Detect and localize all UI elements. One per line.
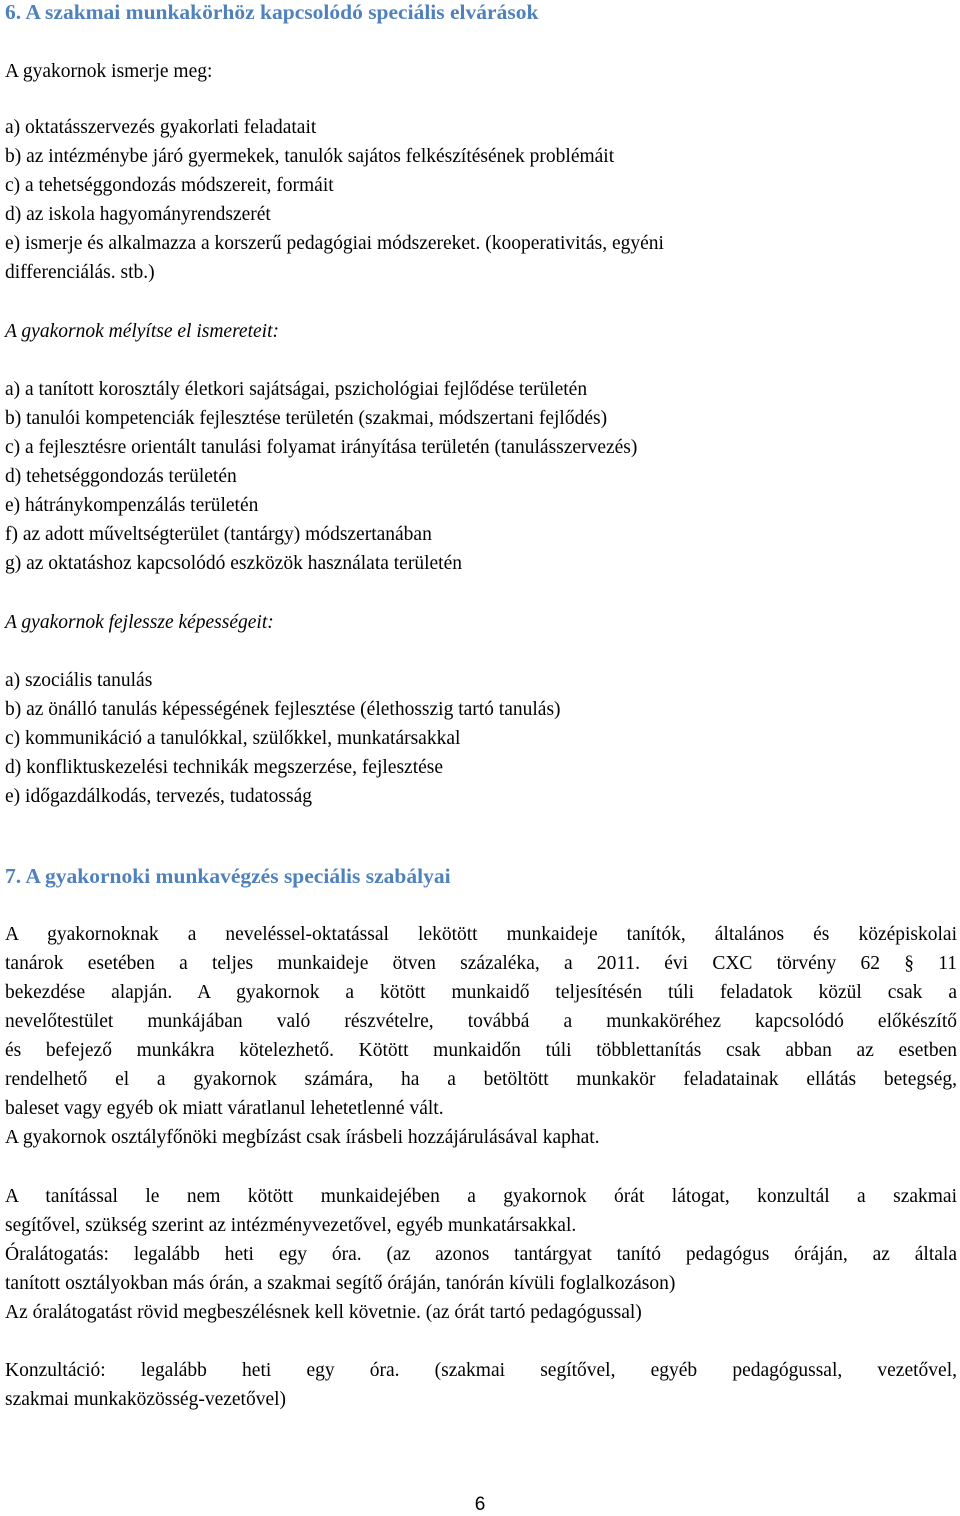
para3-line-2: szakmai munkaközösség-vezetővel)	[5, 1389, 287, 1410]
list2-item-f: f) az adott műveltségterület (tantárgy) módszertanában	[5, 524, 432, 545]
para2-line-2: segítővel, szükség szerint az intézményvezetővel, egyéb munkatársakkal.	[5, 1215, 577, 1236]
list3-item-e: e) időgazdálkodás, tervezés, tudatosság	[5, 786, 313, 807]
subheading-kepessegek: A gyakornok fejlessze képességeit:	[5, 612, 274, 633]
section-6-heading: 6. A szakmai munkakörhöz kapcsolódó speciális elvárások	[5, 0, 539, 24]
para3-line-1: Konzultáció: legalább heti egy óra. (szakmai segítővel, egyéb pedagógussal, vezetővel,	[5, 1360, 957, 1381]
list2-item-d: d) tehetséggondozás területén	[5, 466, 237, 487]
para1-line-6: rendelhető el a gyakornok számára, ha a betöltött munkakör feladatainak ellátás betegség,	[5, 1069, 957, 1090]
para1-line-8: A gyakornok osztályfőnöki megbízást csak írásbeli hozzájárulásával kaphat.	[5, 1127, 600, 1148]
para1-line-3: bekezdése alapján. A gyakornok a kötött munkaidő teljesítésén túli feladatok közül csak a	[5, 982, 957, 1003]
page-number: 6	[474, 1494, 486, 1515]
para2-line-4: tanított osztályokban más órán, a szakmai segítő óráján, tanórán kívüli foglalkozáson)	[5, 1273, 676, 1294]
list1-item-c: c) a tehetséggondozás módszereit, formáit	[5, 175, 334, 196]
para2-line-1: A tanítással le nem kötött munkaidejében a gyakornok órát látogat, konzultál a szakmai	[5, 1186, 957, 1207]
list3-item-b: b) az önálló tanulás képességének fejlesztése (élethosszig tartó tanulás)	[5, 699, 561, 720]
list2-item-a: a) a tanított korosztály életkori sajátságai, pszichológiai fejlődése területén	[5, 379, 588, 400]
list3-item-d: d) konfliktuskezelési technikák megszerzése, fejlesztése	[5, 757, 444, 778]
subheading-ismeretek: A gyakornok mélyítse el ismereteit:	[5, 321, 279, 342]
list2-item-c: c) a fejlesztésre orientált tanulási folyamat irányítása területén (tanulásszervezés)	[5, 437, 638, 458]
list1-item-e: e) ismerje és alkalmazza a korszerű pedagógiai módszereket. (kooperativitás, egyéni	[5, 233, 664, 254]
list2-item-b: b) tanulói kompetenciák fejlesztése területén (szakmai, módszertani fejlődés)	[5, 408, 608, 429]
section-7-heading: 7. A gyakornoki munkavégzés speciális szabályai	[5, 864, 451, 888]
list2-item-g: g) az oktatáshoz kapcsolódó eszközök használata területén	[5, 553, 462, 574]
list1-item-b: b) az intézménybe járó gyermekek, tanulók sajátos felkészítésének problémáit	[5, 146, 615, 167]
para1-line-4: nevelőtestület munkájában való részvételre, továbbá a munkaköréhez kapcsolódó előkészítő	[5, 1011, 957, 1032]
para1-line-7: baleset vagy egyéb ok miatt váratlanul lehetetlenné vált.	[5, 1098, 444, 1119]
para1-line-1: A gyakornoknak a neveléssel-oktatással lekötött munkaideje tanítók, általános és középiskolai	[5, 924, 957, 945]
list1-item-a: a) oktatásszervezés gyakorlati feladatait	[5, 117, 317, 138]
para1-line-2: tanárok esetében a teljes munkaideje ötven százaléka, a 2011. évi CXC törvény 62 § 11	[5, 953, 957, 974]
para2-line-5: Az óralátogatást rövid megbeszélésnek kell követnie. (az órát tartó pedagógussal)	[5, 1302, 642, 1323]
para2-line-3: Óralátogatás: legalább heti egy óra. (az azonos tantárgyat tanító pedagógus óráján, az általa	[5, 1244, 957, 1265]
para1-line-5: és befejező munkákra kötelezhető. Kötött munkaidőn túli többlettanítás csak abban az esetben	[5, 1040, 957, 1061]
list3-item-a: a) szociális tanulás	[5, 670, 153, 691]
list1-item-e-cont: differenciálás. stb.)	[5, 262, 155, 283]
list3-item-c: c) kommunikáció a tanulókkal, szülőkkel, munkatársakkal	[5, 728, 461, 749]
list1-item-d: d) az iskola hagyományrendszerét	[5, 204, 271, 225]
list2-item-e: e) hátránykompenzálás területén	[5, 495, 259, 516]
intro-line: A gyakornok ismerje meg:	[5, 61, 213, 82]
